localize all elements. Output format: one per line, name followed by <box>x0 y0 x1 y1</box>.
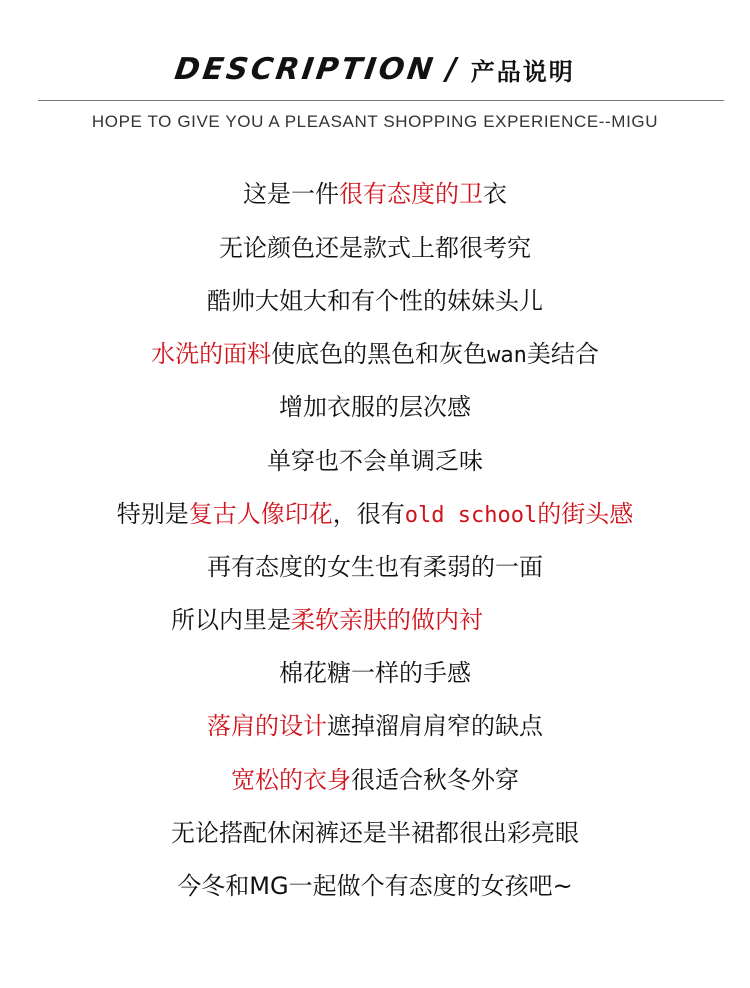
header-divider <box>38 100 724 101</box>
text-segment: 无论颜色还是款式上都很考究 <box>219 234 531 262</box>
text-segment: 无论搭配休闲裤还是半裙都很出彩亮眼 <box>171 819 579 847</box>
text-segment: 衣 <box>483 180 507 208</box>
highlight-segment: 落肩的设计 <box>207 712 327 740</box>
desc-line-9 <box>0 604 702 636</box>
desc-line-2 <box>0 232 750 264</box>
title-chinese: 产品说明 <box>470 58 575 86</box>
title-english: DESCRIPTION <box>172 52 439 87</box>
desc-line-6 <box>0 445 750 477</box>
highlight-segment: 宽松的衣身 <box>231 766 351 794</box>
highlight-segment: 柔软亲肤的做内衬 <box>291 606 483 634</box>
subtitle: HOPE TO GIVE YOU A PLEASANT SHOPPING EXPERIENCE--MIGU <box>91 112 659 131</box>
text-segment: 美结合 <box>526 340 599 368</box>
highlight-segment: 复古人像印花 <box>188 500 333 528</box>
desc-line-3 <box>0 285 750 317</box>
text-segment: 所以内里是 <box>171 606 291 634</box>
text-segment: 很适合秋冬外穿 <box>351 766 519 794</box>
desc-line-4 <box>0 338 750 372</box>
desc-line-7 <box>0 498 750 532</box>
desc-line-12 <box>0 764 750 796</box>
highlight-segment: old school <box>404 503 538 528</box>
desc-line-1 <box>0 178 750 210</box>
desc-line-11 <box>0 710 750 742</box>
text-segment: 使底色的黑色和灰色 <box>271 340 488 368</box>
page-header <box>0 52 750 87</box>
desc-line-14 <box>0 870 750 902</box>
desc-line-10 <box>0 657 750 689</box>
desc-line-5 <box>0 391 750 423</box>
text-segment: 单穿也不会单调乏味 <box>267 447 483 475</box>
title-separator: / <box>445 52 457 87</box>
text-segment: 再有态度的女生也有柔弱的一面 <box>207 553 543 581</box>
text-segment: 遮掉溜肩肩窄的缺点 <box>327 712 543 740</box>
text-segment: 特别是 <box>116 500 189 528</box>
highlight-segment: 的街头感 <box>537 500 634 528</box>
text-segment: 酷帅大姐大和有个性的妹妹头儿 <box>207 287 543 315</box>
text-segment: 增加衣服的层次感 <box>279 393 471 421</box>
text-segment: 棉花糖一样的手感 <box>279 659 471 687</box>
highlight-segment: 很有态度的卫 <box>339 180 483 208</box>
highlight-segment: 水洗的面料 <box>151 340 272 368</box>
text-segment: 今冬和MG一起做个有态度的女孩吧~ <box>177 872 573 900</box>
desc-line-13 <box>0 817 750 849</box>
text-segment: wan <box>487 343 527 368</box>
text-segment: 这是一件 <box>243 180 339 208</box>
text-segment: ，很有 <box>332 500 405 528</box>
desc-line-8 <box>0 551 750 583</box>
